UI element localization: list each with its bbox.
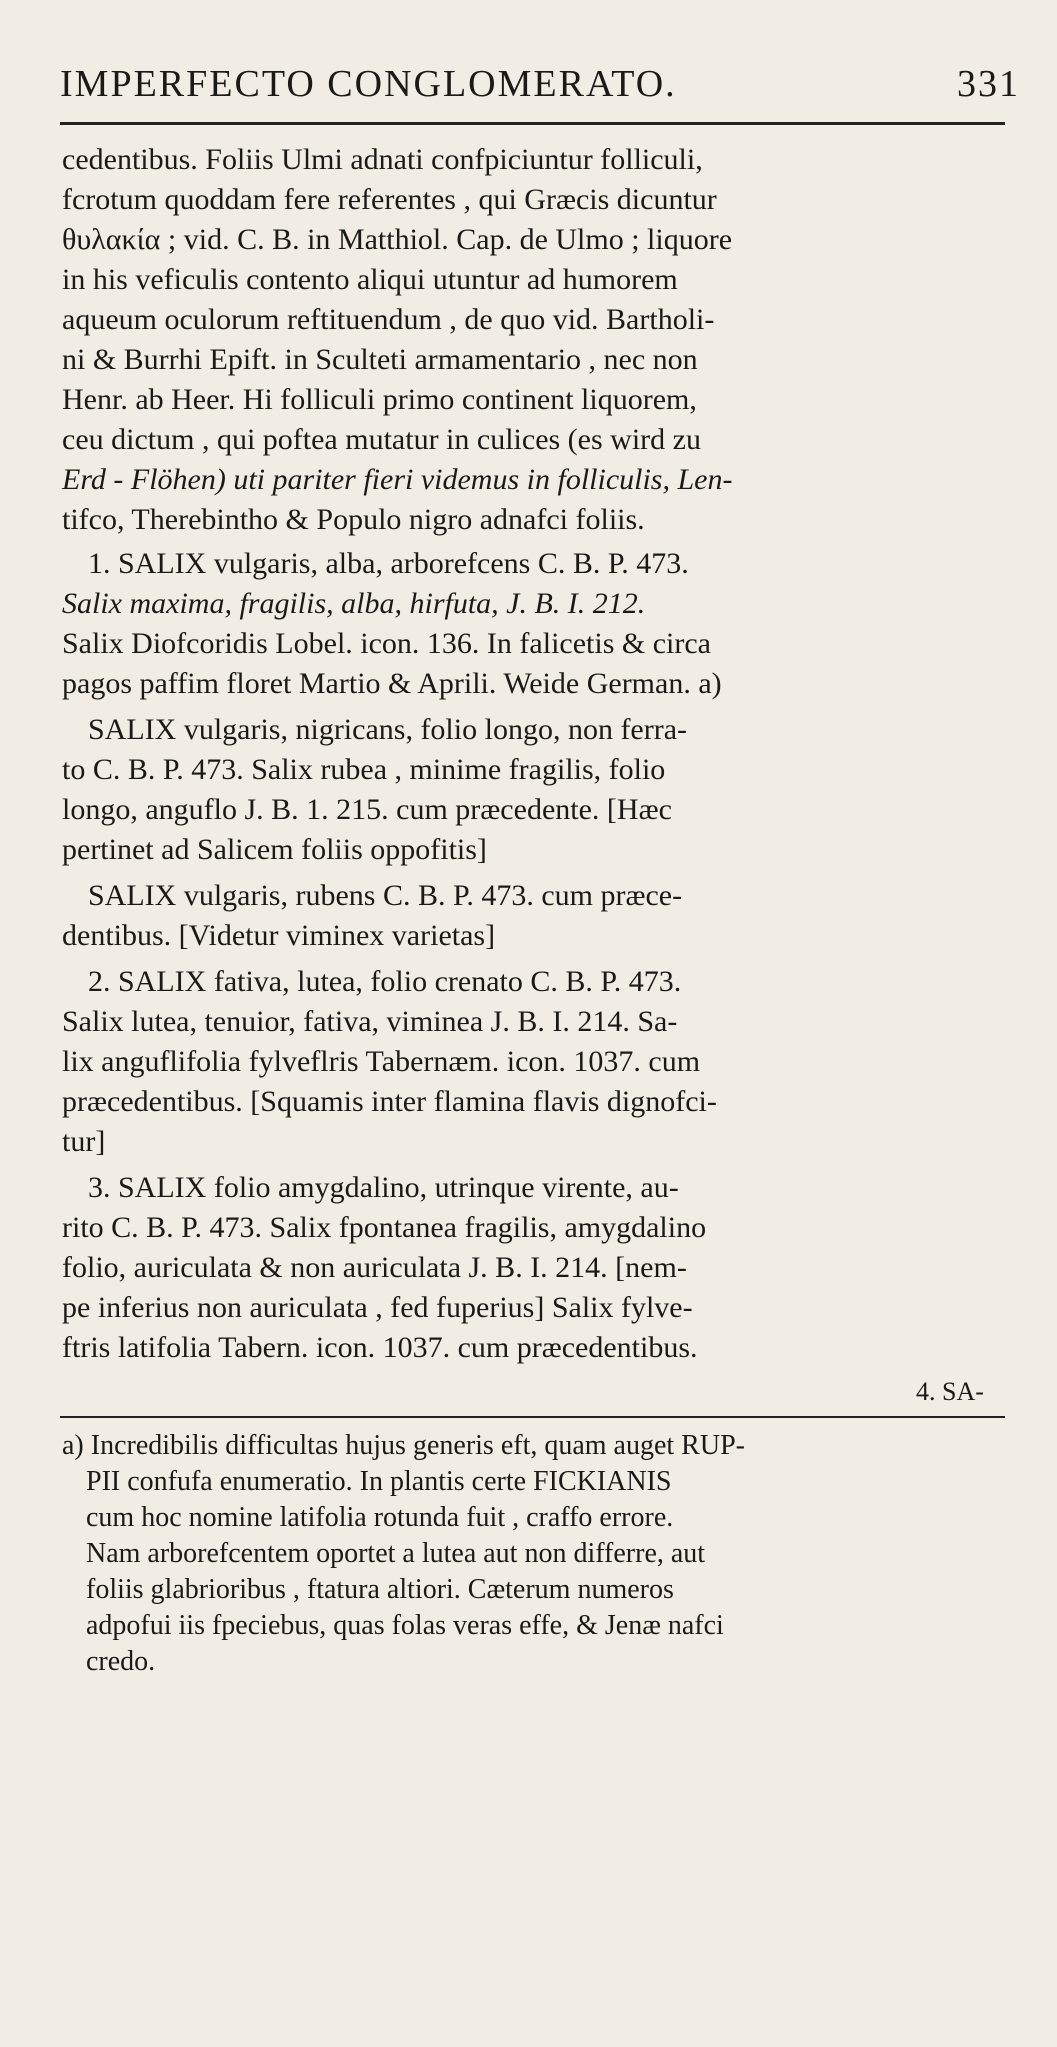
text-line: lix anguflifolia fylveflris Tabernæm. icon. 1037. cum bbox=[62, 1045, 701, 1078]
text-line: pagos paffim floret Martio & Aprili. Weide German. a) bbox=[62, 667, 722, 700]
text-line: tur] bbox=[62, 1125, 106, 1158]
header-rule bbox=[60, 122, 1005, 125]
running-header bbox=[60, 62, 1020, 112]
running-title: IMPERFECTO CONGLOMERATO. bbox=[60, 63, 677, 105]
text-line: Henr. ab Heer. Hi folliculi primo continent liquorem, bbox=[62, 383, 697, 416]
text-line: Salix maxima, fragilis, alba, hirfuta, J. B. I. 212. bbox=[62, 587, 646, 620]
footnote-line: PII confufa enumeratio. In plantis certe FICKIANIS bbox=[86, 1466, 672, 1497]
text-line: cedentibus. Foliis Ulmi adnati confpiciuntur folliculi, bbox=[62, 143, 703, 176]
footnote-line: credo. bbox=[86, 1646, 156, 1677]
footnote-line: a) Incredibilis difficultas hujus generis eft, quam auget RUP- bbox=[62, 1430, 745, 1461]
text-line: Salix lutea, tenuior, fativa, viminea J. B. I. 214. Sa- bbox=[62, 1005, 678, 1038]
text-line: dentibus. [Videtur viminex varietas] bbox=[62, 919, 496, 952]
entry-salix-rubens: SALIX vulgaris, rubens C. B. P. 473. cum præce- bbox=[88, 879, 683, 912]
text-line: θυλακία ; vid. C. B. in Matthiol. Cap. de Ulmo ; liquore bbox=[62, 223, 733, 256]
catchword: 4. SA- bbox=[916, 1377, 984, 1406]
footnote-rule bbox=[60, 1416, 1005, 1418]
text-line: rito C. B. P. 473. Salix fpontanea fragilis, amygdalino bbox=[62, 1211, 707, 1244]
text-line: ftris latifolia Tabern. icon. 1037. cum præcedentibus. bbox=[62, 1331, 698, 1364]
footnote-line: cum hoc nomine latifolia rotunda fuit , craffo errore. bbox=[86, 1502, 674, 1533]
text-line: pe inferius non auriculata , fed fuperius] Salix fylve- bbox=[62, 1291, 693, 1324]
entry-salix-nigricans: SALIX vulgaris, nigricans, folio longo, non ferra- bbox=[88, 713, 688, 746]
text-line: Erd - Flöhen) uti pariter fieri videmus in folliculis, Len- bbox=[62, 463, 733, 496]
footnote-line: Nam arborefcentem oportet a lutea aut non differre, aut bbox=[86, 1538, 706, 1569]
entry-salix-1: 1. SALIX vulgaris, alba, arborefcens C. B. P. 473. bbox=[88, 547, 689, 580]
footnote-line: adpofui iis fpeciebus, quas folas veras effe, & Jenæ nafci bbox=[86, 1610, 724, 1641]
entry-salix-3: 3. SALIX folio amygdalino, utrinque virente, au- bbox=[88, 1171, 679, 1204]
text-line: to C. B. P. 473. Salix rubea , minime fragilis, folio bbox=[62, 753, 666, 786]
entry-salix-2: 2. SALIX fativa, lutea, folio crenato C. B. P. 473. bbox=[88, 965, 682, 998]
text-line: aqueum oculorum reftituendum , de quo vid. Bartholi- bbox=[62, 303, 715, 336]
text-line: ni & Burrhi Epift. in Sculteti armamentario , nec non bbox=[62, 343, 698, 376]
text-line: longo, anguflo J. B. 1. 215. cum præcedente. [Hæc bbox=[62, 793, 672, 826]
text-line: tifco, Therebintho & Populo nigro adnafci foliis. bbox=[62, 503, 645, 536]
text-line: ceu dictum , qui poftea mutatur in culices (es wird zu bbox=[62, 423, 701, 456]
page-number: 331 bbox=[957, 63, 1020, 105]
text-line: præcedentibus. [Squamis inter flamina flavis dignofci- bbox=[62, 1085, 717, 1118]
text-line: in his veficulis contento aliqui utuntur ad humorem bbox=[62, 263, 678, 296]
text-line: pertinet ad Salicem foliis oppofitis] bbox=[62, 833, 487, 866]
footnote-line: foliis glabrioribus , ftatura altiori. Cæterum numeros bbox=[86, 1574, 674, 1605]
text-line: folio, auriculata & non auriculata J. B. I. 214. [nem- bbox=[62, 1251, 687, 1284]
text-line: fcrotum quoddam fere referentes , qui Græcis dicuntur bbox=[62, 183, 717, 216]
text-line: Salix Diofcoridis Lobel. icon. 136. In falicetis & circa bbox=[62, 627, 711, 660]
